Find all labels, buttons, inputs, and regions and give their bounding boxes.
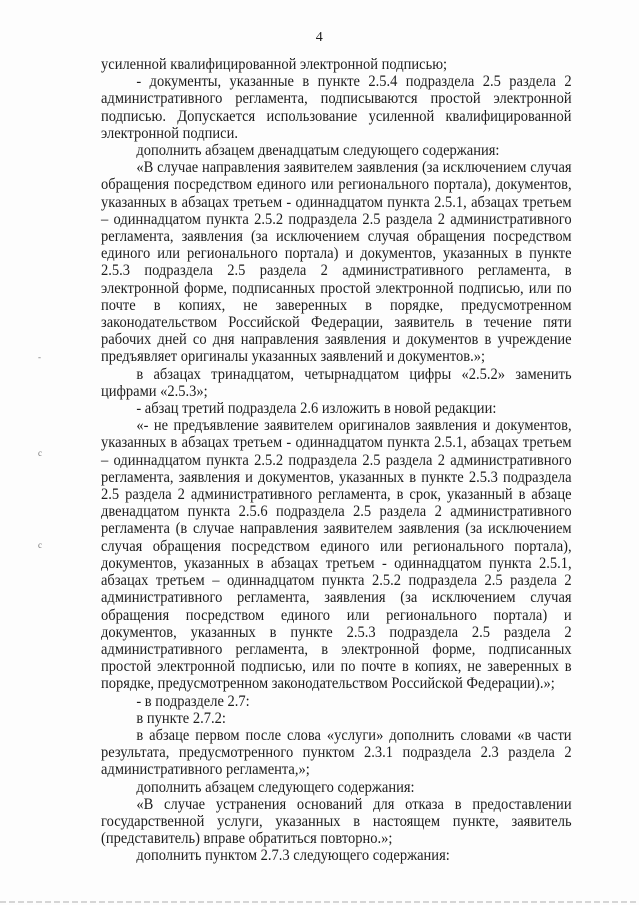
page-bottom-edge bbox=[0, 901, 639, 903]
paragraph: дополнить пунктом 2.7.3 следующего содержания: bbox=[136, 847, 450, 865]
margin-mark: c bbox=[38, 448, 42, 458]
paragraph: дополнить абзацем двенадцатым следующего содержания: bbox=[136, 142, 500, 160]
paragraph: «В случае направления заявителем заявления (за исключением случая обращения посредством единого или регионального портала), документов, указанных в абзацах третьем - одиннадцатом пункта 2.5.1, абзацах третьем – одиннадцатом пункта 2.5.2 подраздела 2.5 раздела 2 административного регламента, заявления (за исключением случая обращения посредством единого или регионального портала) и документов, указанных в пункте 2.5.3 подраздела 2.5 раздела 2 административного регламента, в электронной форме, подписанных простой электронной подписью, или по почте в копиях, не заверенных в порядке, предусмотренном законодательством Российской Федерации, заявитель в течение пяти рабочих дней со дня направления заявления и документов в учреждение предъявляет оригиналы указанных заявлений и документов.»; bbox=[101, 159, 572, 366]
margin-mark: c bbox=[38, 540, 42, 550]
paragraph: - абзац третий подраздела 2.6 изложить в новой редакции: bbox=[136, 400, 497, 418]
margin-mark: - bbox=[38, 352, 41, 362]
paragraph: - документы, указанные в пункте 2.5.4 подраздела 2.5 раздела 2 административного регламента, подписываются простой электронной подписью. Допускается использование усиленной квалифицированной электронной подписи. bbox=[101, 73, 572, 142]
paragraph: - в подразделе 2.7: bbox=[136, 692, 250, 710]
paragraph: усиленной квалифицированной электронной подписью; bbox=[101, 56, 448, 73]
page-number: 4 bbox=[315, 30, 324, 45]
paragraph: в пункте 2.7.2: bbox=[136, 709, 226, 727]
paragraph: «- не предъявление заявителем оригиналов заявления и документов, указанных в абзацах третьем - одиннадцатом пункта 2.5.1, абзацах третьем – одиннадцатом пункта 2.5.2 подраздела 2.5 раздела 2 административного регламента, заявления и документов, указанных в пункте 2.5.3 подраздела 2.5 раздела 2 административного регламента, в срок, указанный в абзаце двенадцатом пункта 2.5.6 подраздела 2.5 раздела 2 административного регламента (в случае направления заявителем заявления (за исключением случая обращения посредством единого или регионального портала), документов, указанных в абзацах третьем - одиннадцатом пункта 2.5.1, абзацах третьем – одиннадцатом пункта 2.5.2 подраздела 2.5 раздела 2 административного регламента, заявления (за исключением случая обращения посредством единого или регионального портала) и документов, указанных в пункте 2.5.3 подраздела 2.5 раздела 2 административного регламента, в электронной форме, подписанных простой электронной подписью, или по почте в копиях, не заверенных в порядке, предусмотренном законодательством Российской Федерации).»; bbox=[101, 417, 572, 693]
paragraph: в абзаце первом после слова «услуги» дополнить словами «в части результата, предусмотренного пунктом 2.3.1 подраздела 2.3 раздела 2 административного регламента,»; bbox=[101, 726, 572, 779]
paragraph: дополнить абзацем следующего содержания: bbox=[136, 778, 415, 796]
document-body bbox=[101, 56, 572, 865]
paragraph: «В случае устранения оснований для отказа в предоставлении государственной услуги, указанных в настоящем пункте, заявитель (представитель) вправе обратиться повторно.»; bbox=[101, 795, 572, 848]
paragraph: в абзацах тринадцатом, четырнадцатом цифры «2.5.2» заменить цифрами «2.5.3»; bbox=[101, 365, 572, 400]
